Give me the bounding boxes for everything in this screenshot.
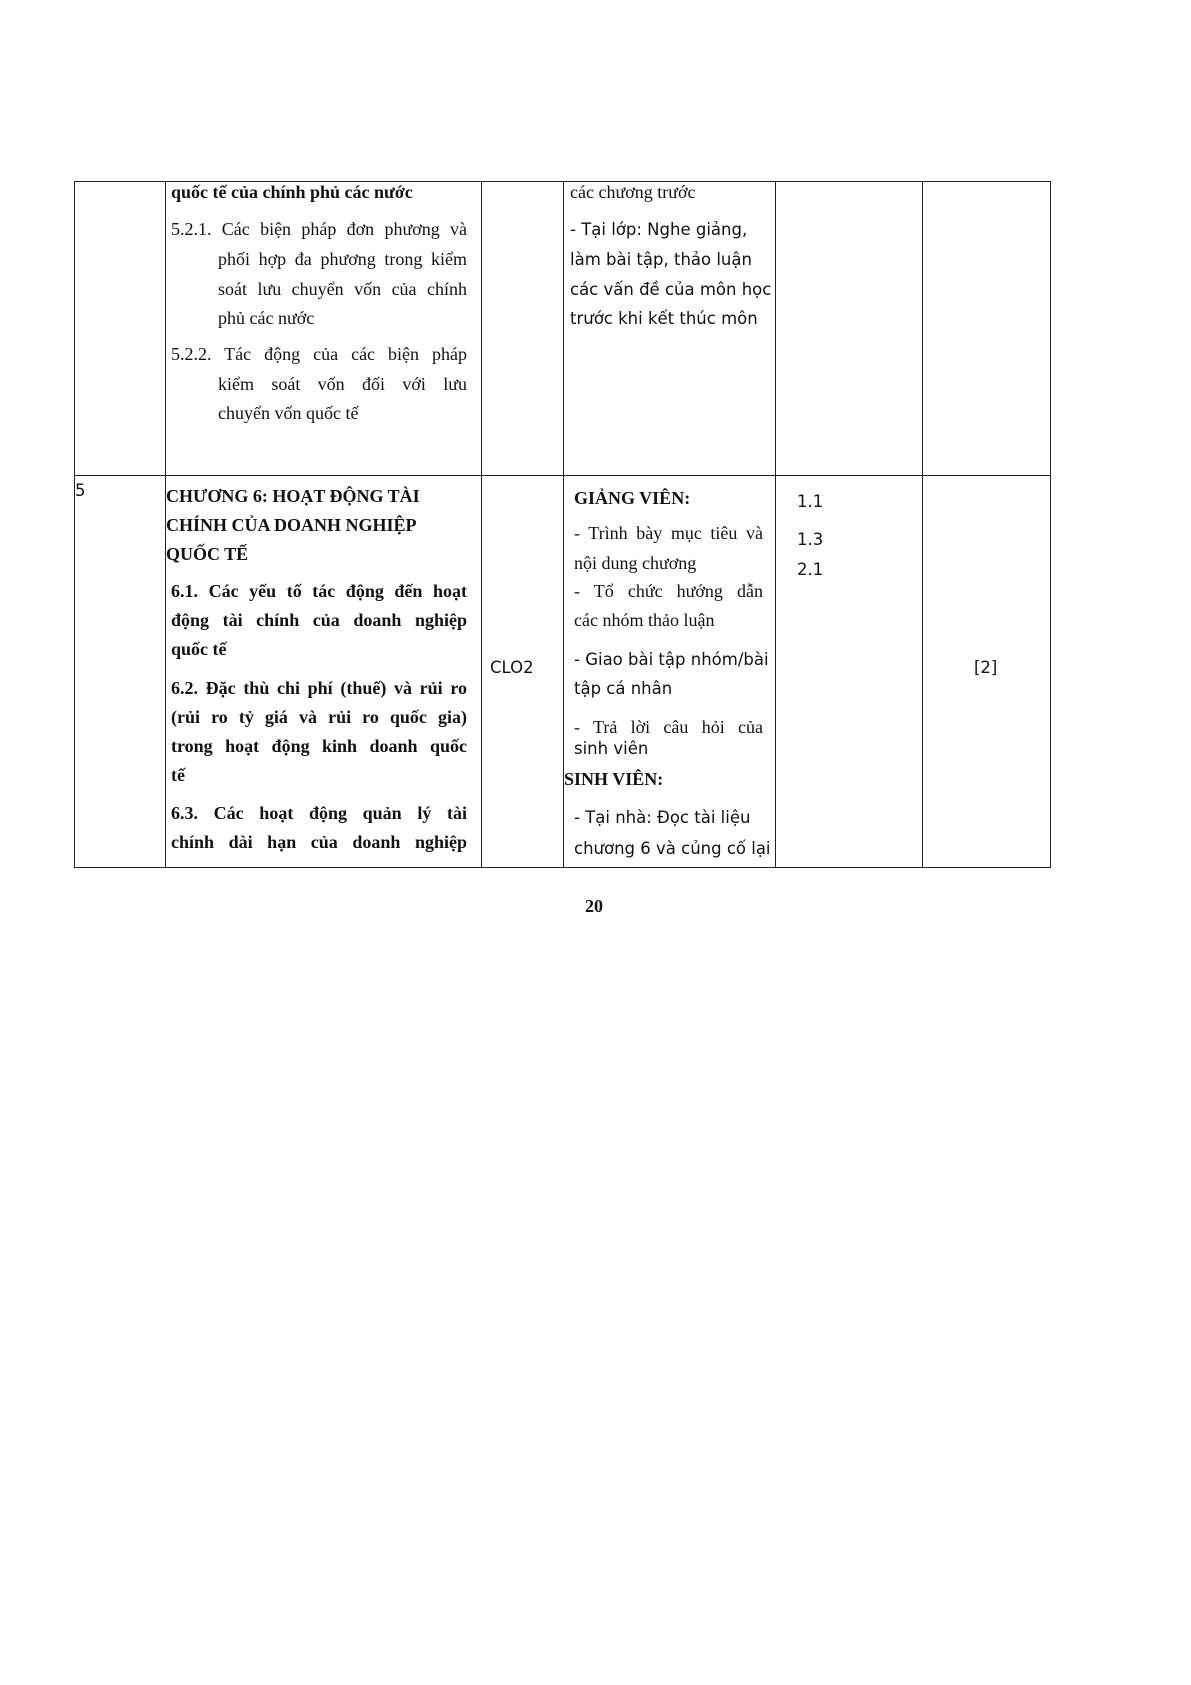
subsection-5-2-1-line-4: phủ các nước [218, 308, 315, 328]
section-6-3-line-2: chính dài hạn của doanh nghiệp [171, 832, 467, 852]
section-6-2-line-3: trong hoạt động kinh doanh quốc [171, 736, 467, 756]
lecturer-item-4-line-2: sinh viên [574, 739, 649, 758]
row-divider [74, 475, 1050, 476]
outcome-2: 1.3 [797, 530, 824, 549]
col-border [1050, 181, 1051, 868]
lecturer-heading: GIẢNG VIÊN: [574, 488, 691, 508]
section-6-1-line-3: quốc tế [171, 639, 227, 659]
lecturer-item-1-line-2: nội dung chương [574, 553, 697, 573]
col-border [775, 181, 776, 868]
subsection-5-2-1-line-3: soát lưu chuyển vốn của chính [218, 279, 467, 299]
col-border [74, 181, 75, 868]
activities-class-line-4: trước khi kết thúc môn [570, 309, 758, 328]
activities-class-line-3: các vấn đề của môn học [570, 280, 772, 299]
clo-code: CLO2 [490, 658, 534, 677]
section-6-2-line-4: tế [171, 765, 185, 785]
content-heading: quốc tế của chính phủ các nước [171, 182, 413, 202]
section-6-1-line-2: động tài chính của doanh nghiệp [171, 610, 467, 630]
section-6-2-line-1: 6.2. Đặc thù chi phí (thuế) và rủi ro [171, 678, 467, 698]
chapter-title-line-3: QUỐC TẾ [166, 544, 249, 564]
subsection-5-2-2-line-1: 5.2.2. Tác động của các biện pháp [171, 344, 467, 364]
outcome-1: 1.1 [797, 492, 824, 511]
subsection-5-2-1-line-1: 5.2.1. Các biện pháp đơn phương và [171, 219, 467, 239]
activities-continued: các chương trước [570, 182, 696, 202]
section-6-2-line-2: (rủi ro tỷ giá và rủi ro quốc gia) [171, 707, 467, 727]
page-number: 20 [585, 896, 603, 916]
chapter-title-line-2: CHÍNH CỦA DOANH NGHIỆP [166, 515, 417, 535]
table-bottom-border [74, 867, 1050, 868]
student-item-line-2: chương 6 và củng cố lại [574, 839, 771, 858]
lecturer-item-3-line-2: tập cá nhân [574, 679, 673, 698]
activities-class-line-2: làm bài tập, thảo luận [570, 250, 752, 269]
subsection-5-2-1-line-2: phối hợp đa phương trong kiểm [218, 249, 467, 269]
student-heading: SINH VIÊN: [564, 769, 664, 789]
lecturer-item-1-line-1: - Trình bày mục tiêu và [574, 523, 763, 543]
section-6-1-line-1: 6.1. Các yếu tố tác động đến hoạt [171, 581, 467, 601]
student-item-line-1: - Tại nhà: Đọc tài liệu [574, 808, 751, 827]
chapter-title-line-1: CHƯƠNG 6: HOẠT ĐỘNG TÀI [166, 486, 420, 506]
reference: [2] [974, 658, 998, 677]
lecturer-item-2-line-1: - Tổ chức hướng dẫn [574, 581, 763, 601]
subsection-5-2-2-line-2: kiểm soát vốn đối với lưu [218, 374, 467, 394]
section-6-3-line-1: 6.3. Các hoạt động quản lý tài [171, 803, 467, 823]
col-border [922, 181, 923, 868]
week-number: 5 [75, 481, 86, 500]
activities-class-line-1: - Tại lớp: Nghe giảng, [570, 220, 748, 239]
lecturer-item-3-line-1: - Giao bài tập nhóm/bài [574, 650, 769, 669]
lecturer-item-4-line-1: - Trả lời câu hỏi của [574, 717, 763, 737]
outcome-3: 2.1 [797, 560, 824, 579]
lecturer-item-2-line-2: các nhóm thảo luận [574, 610, 715, 630]
subsection-5-2-2-line-3: chuyển vốn quốc tế [218, 403, 359, 423]
col-border [481, 181, 482, 868]
